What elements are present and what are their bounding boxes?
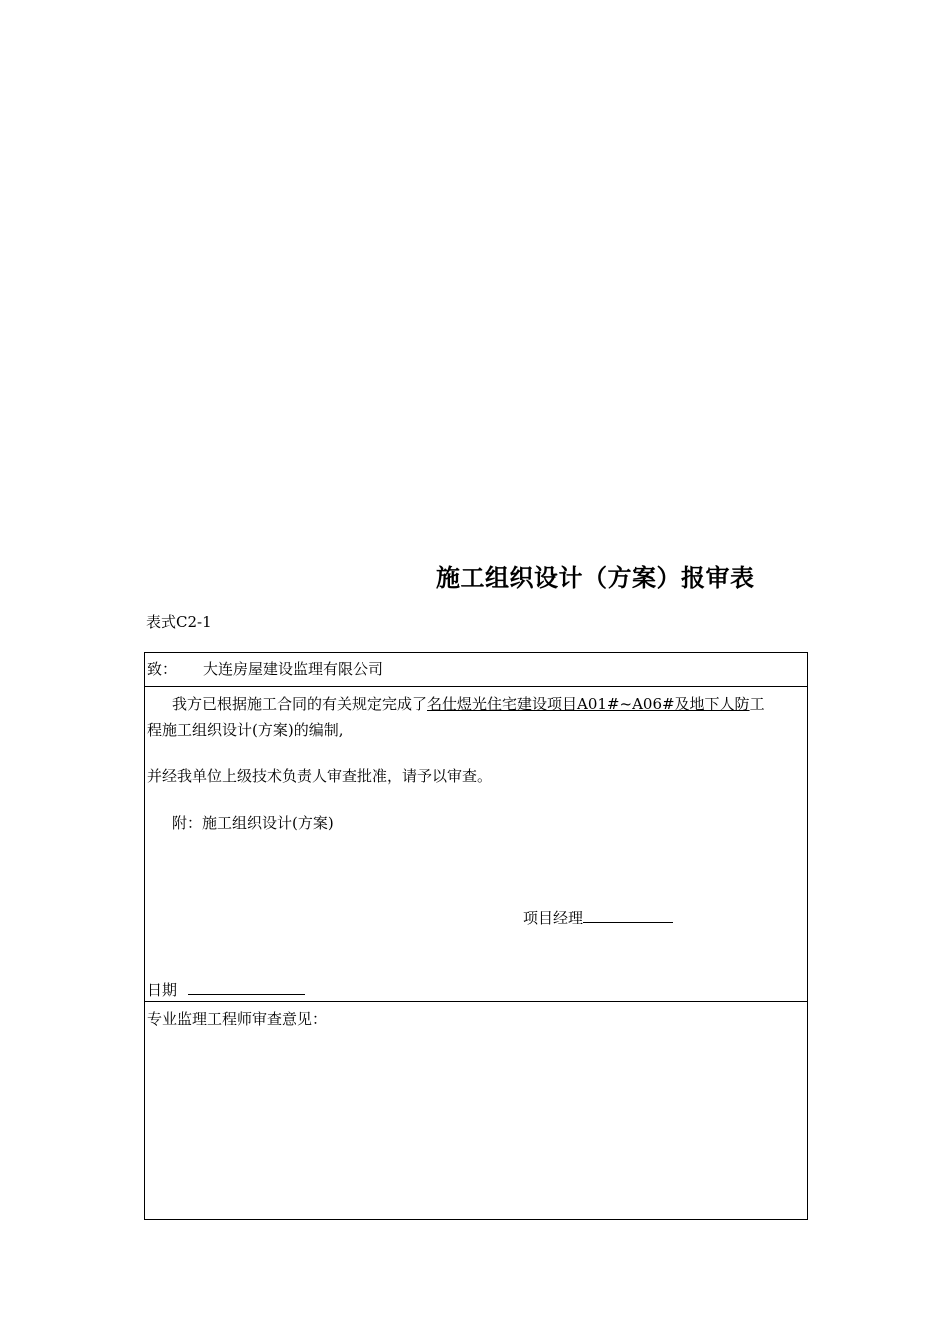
review-label: 专业监理工程师审查意见： bbox=[147, 1010, 328, 1028]
date-field bbox=[147, 980, 305, 1000]
recipient-name: 大连房屋建设监理有限公司 bbox=[203, 660, 384, 678]
body-line-1 bbox=[172, 694, 765, 714]
project-manager-field bbox=[523, 908, 673, 928]
project-manager-signature-line[interactable] bbox=[583, 908, 673, 923]
body-line-3: 并经我单位上级技术负责人审查批准，请予以审查。 bbox=[147, 767, 493, 785]
submission-body bbox=[145, 687, 807, 1002]
body-line-1-prefix: 我方已根据施工合同的有关规定完成了 bbox=[172, 695, 428, 713]
form-code: 表式C2-1 bbox=[146, 613, 212, 631]
page-title: 施工组织设计（方案）报审表 bbox=[436, 564, 755, 592]
review-section bbox=[145, 1002, 807, 1219]
to-row bbox=[145, 653, 807, 687]
project-name: 名仕煜光住宅建设项目A01#~A06#及地下人防 bbox=[427, 695, 750, 713]
project-manager-label: 项目经理 bbox=[523, 909, 584, 927]
attachment-note: 附：施工组织设计(方案) bbox=[172, 814, 334, 832]
to-label: 致： bbox=[147, 660, 178, 678]
body-line-1-suffix: 工 bbox=[749, 695, 765, 713]
body-line-2: 程施工组织设计(方案)的编制, bbox=[147, 721, 344, 739]
approval-form-table bbox=[144, 652, 808, 1220]
date-signature-line[interactable] bbox=[188, 980, 305, 995]
date-label: 日期 bbox=[147, 981, 178, 999]
